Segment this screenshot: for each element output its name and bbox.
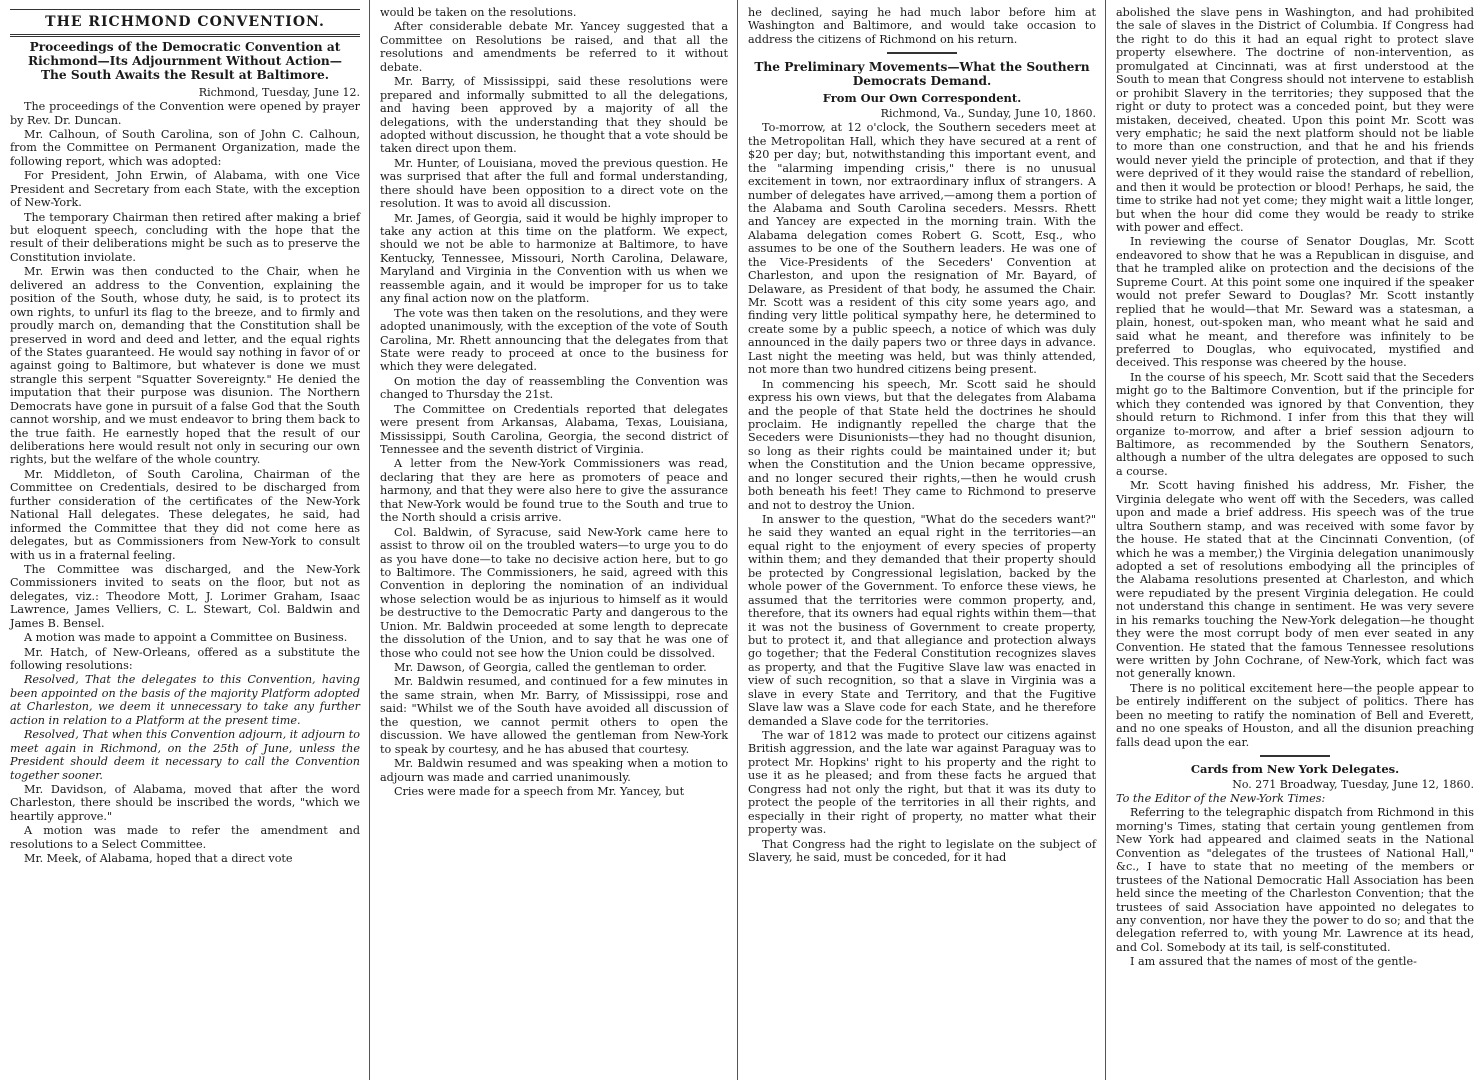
paragraph: On motion the day of reassembling the Convention was changed to Thursday the 21st.	[380, 374, 728, 402]
main-headline: THE RICHMOND CONVENTION.	[45, 14, 325, 30]
paragraph: Mr. Baldwin resumed and was speaking when a motion to adjourn was made and carried unanimously.	[380, 757, 728, 784]
paragraph: In commencing his speech, Mr. Scott said he should express his own views, but that the delegates from Alabama and the people of that State held the doctrines he should proclaim. He indignantly repelled the charge that the Seceders were Disunionists—they had no thought disunion, so long as their rights could be maintained under it; but when the Constitution and the Union became oppressive, and no longer secured their rights,—then he would crush both beneath his feet! They came to Richmond to preserve and not to destroy the Union.	[748, 377, 1096, 512]
paragraph: Mr. Calhoun, of South Carolina, son of John C. Calhoun, from the Committee on Permanent Organization, made the following report, which was adopted:	[10, 127, 360, 168]
paragraph: Mr. Hunter, of Louisiana, moved the previous question. He was surprised that after the full and formal understanding, there should have been opposition to a direct vote on the resolution. It was to avoid all discussion.	[380, 156, 728, 211]
section-headline: Cards from New York Delegates.	[1190, 762, 1400, 777]
paragraph: To-morrow, at 12 o'clock, the Southern seceders meet at the Metropolitan Hall, which they have secured at a rent of $20 per day; but, notwithstanding this important event, and the "alarming impending crisis," there is no unusual excitement in town, nor extraordinary influx of strangers. A number of delegates have arrived,—among them a portion of the Alabama and South Carolina seceders. Messrs. Rhett and Yancey are expected in the morning train. With the Alabama delegation comes Robert G. Scott, Esq., who assumes to be one of the Southern leaders. He was one of the Vice-Presidents of the Seceders' Convention at Charleston, and upon the resignation of Mr. Bayard, of Delaware, as President of that body, he assumed the Chair. Mr. Scott was a resident of this city some years ago, and finding very little political sympathy here, he determined to create some by a public speech, a notice of which was duly announced in the daily papers two or three days in advance. Last night the meeting was held, but was thinly attended, not more than two hundred citizens being present.	[748, 121, 1096, 377]
paragraph: abolished the slave pens in Washington, and had prohibited the sale of slaves in the District of Columbia. If Congress had the right to do this it had an equal right to protect slave property elsewhere. The doctrine of non-intervention, as promulgated at Cincinnati, was at first understood at the South to mean that Congress should not intervene to establish or prohibit Slavery in the territories; they supposed that the right or duty to protect was a conceded point, but they were mistaken, deceived, cheated. Upon this point Mr. Scott was very emphatic; he said the next platform should not be liable to more than one construction, and that he and his friends would never yield the principle of protection, and that if they were deprived of it they would raise the standard of rebellion, and then it would be protection or blood! Perhaps, he said, the time to strike had not yet come; they might wait a little longer, but when the hour did come they would be ready to strike with power and effect.	[1116, 6, 1474, 234]
paragraph: Mr. Middleton, of South Carolina, Chairman of the Committee on Credentials, desired to be discharged from further consideration of the certificates of the New-York National Hall delegates. These delegates, he said, had informed the Committee that they did not come here as delegates, but as Commissioners from New-York to consult with us in a fraternal feeling.	[10, 467, 360, 562]
column-2	[370, 0, 738, 1080]
resolution: Resolved, That when this Convention adjourn, it adjourn to meet again in Richmond, on the 25th of June, unless the President should deem it necessary to call the Convention together sooner.	[10, 728, 360, 782]
paragraph: A motion was made to refer the amendment and resolutions to a Select Committee.	[10, 824, 360, 851]
section-subhead: From Our Own Correspondent.	[822, 91, 1022, 106]
paragraph: Mr. Meek, of Alabama, hoped that a direct vote	[24, 852, 293, 866]
column-4	[1106, 0, 1483, 1080]
column-3	[738, 0, 1106, 1080]
paragraph: The Committee was discharged, and the New-York Commissioners invited to seats on the floor, but not as delegates, viz.: Theodore Mott, J. Lorimer Graham, Isaac Lawrence, James Velliers, C. L. Stewart, Col. Baldwin and James B. Bensel.	[10, 562, 360, 630]
section-rule	[1260, 755, 1330, 757]
paragraph: Mr. Hatch, of New-Orleans, offered as a substitute the following resolutions:	[10, 645, 360, 673]
paragraph: Mr. Davidson, of Alabama, moved that after the word Charleston, there should be inscribed the words, "which we heartily approve."	[10, 782, 360, 823]
paragraph: would be taken on the resolutions.	[380, 6, 577, 19]
paragraph: The war of 1812 was made to protect our citizens against British aggression, and the late war against Paraguay was to protect Mr. Hopkins' right to his property and the right to use it as he pleased; and from these facts he argued that Congress had not only the right, but that it was its duty to protect the people of the territories in all their rights, and especially in their right of property, no matter what their property was.	[748, 729, 1096, 837]
paragraph: The Committee on Credentials reported that delegates were present from Arkansas, Alabama, Texas, Louisiana, Mississippi, South Carolina, Georgia, the second district of Tennessee and the seventh district of Virginia.	[380, 402, 728, 456]
paragraph: Mr. Erwin was then conducted to the Chair, when he delivered an address to the Convention, explaining the position of the South, whose duty, he said, is to protect its own rights, to unfurl its flag to the breeze, and to firmly and proudly march on, demanding that the Constitution shall be preserved in word and deed and letter, and the equal rights of the States guaranteed. He would say nothing in favor of or against going to Baltimore, but whatever is done we must strangle this serpent "Squatter Sovereignty." He denied the imputation that their purpose was disunion. The Northern Democrats have gone in pursuit of a false God that the South cannot worship, and we must endeavor to bring them back to the true faith. He earnestly hoped that the result of our deliberations here would result not only in securing our own rights, but the welfare of the whole country.	[10, 265, 360, 467]
paragraph: In answer to the question, "What do the seceders want?" he said they wanted an equal right in the territories—an equal right to the enjoyment of every species of property within them; and they demanded that their property should be protected by Congressional legislation, backed by the whole power of the Government. To enforce these views, he assumed that the territories were common property, and, therefore, that its owners had equal rights within them—that it was not the business of Government to create property, but to protect it, and that allegiance and protection always go together; that the Federal Constitution recognizes slaves as property, and that the Fugitive Slave law was enacted in view of such recognition, so that a slave in Virginia was a slave in every State and Territory, and that the Fugitive Slave law was a Slave code for each State, and he therefore demanded a Slave code for the territories.	[748, 513, 1096, 728]
paragraph: After considerable debate Mr. Yancey suggested that a Committee on Resolutions be raised, and that all the resolutions and amendments be referred to it without debate.	[380, 20, 728, 74]
main-deck: Proceedings of the Democratic Convention at Richmond—Its Adjournment Without Action—The South Awaits the Result at Baltimore.	[28, 39, 342, 82]
paragraph: The vote was then taken on the resolutions, and they were adopted unanimously, with the exception of the vote of South Carolina, Mr. Rhett announcing that the delegates from that State were ready to proceed at once to the business for which they were delegated.	[380, 306, 728, 374]
paragraph: Mr. James, of Georgia, said it would be highly improper to take any action at this time on the platform. We expect, should we not be able to harmonize at Baltimore, to have Kentucky, Tennessee, Missouri, North Carolina, Delaware, Maryland and Virginia in the Convention with us when we reassemble again, and it would be improper for us to take any final action now on the platform.	[380, 211, 728, 306]
paragraph: The temporary Chairman then retired after making a brief but eloquent speech, concluding with the hope that the result of their deliberations might be such as to preserve the Constitution inviolate.	[10, 210, 360, 264]
paragraph: Referring to the telegraphic dispatch from Richmond in this morning's Times, stating that certain young gentlemen from New York had appeared and claimed seats in the National Convention as "delegates of the trustees of National Hall," &c., I have to state that no meeting of the members or trustees of the National Democratic Hall Association has been held since the meeting of the Charleston Convention; that the trustees of said Association have appointed no delegates to any convention, nor have they the power to do so; and that the delegation referred to, with young Mr. Lawrence at its head, and Col. Somebody at its tail, is self-constituted.	[1116, 806, 1474, 954]
paragraph: That Congress had the right to legislate on the subject of Slavery, he said, must be conceded, for it had	[748, 837, 1096, 864]
column-1	[0, 0, 370, 1080]
paragraph: In reviewing the course of Senator Douglas, Mr. Scott endeavored to show that he was a Republican in disguise, and that he trampled alike on protection and the decisions of the Supreme Court. At this point some one inquired if the speaker would not prefer Seward to Douglas? Mr. Scott instantly replied that he would—that Mr. Seward was a statesman, a plain, honest, out-spoken man, who meant what he said and said what he meant, and therefore was infinitely to be preferred to Douglas, who equivocated, mystified and deceived. This response was cheered by the house.	[1116, 235, 1474, 370]
paragraph: Mr. Barry, of Mississippi, said these resolutions were prepared and informally submitted to all the delegations, and having been approved by a majority of all the delegations, with the understanding that they should be adopted without discussion, he thought that a vote should be taken direct upon them.	[380, 75, 728, 156]
top-rule	[10, 9, 360, 10]
paragraph: In the course of his speech, Mr. Scott said that the Seceders might go to the Baltimore Convention, but if the principle for which they contended was ignored by that Convention, they should return to Richmond. I infer from this that they will organize to-morrow, and after a brief session adjourn to Baltimore, as recommended by the Southern Senators, although a number of the ultra delegates are opposed to such a course.	[1116, 370, 1474, 478]
paragraph: Cries were made for a speech from Mr. Yancey, but	[394, 784, 685, 798]
headline-rule	[10, 34, 360, 37]
paragraph: Mr. Scott having finished his address, Mr. Fisher, the Virginia delegate who went off with the Seceders, was called upon and made a brief address. His speech was of the true ultra Southern stamp, and was received with some favor by the house. He stated that at the Cincinnati Convention, (of which he was a member,) the Virginia delegation unanimously adopted a set of resolutions embodying all the principles of the Alabama resolutions presented at Charleston, and which were repudiated by the present Virginia delegation. He could not understand this change in sentiment. He was very severe in his remarks touching the New-York delegation—he thought they were the most corrupt body of men ever seated in any Convention. He stated that the famous Tennessee resolutions were written by John Cochrane, of New-York, which fact was not generally known.	[1116, 479, 1474, 681]
paragraph: Mr. Dawson, of Georgia, called the gentleman to order.	[394, 661, 707, 674]
paragraph: For President, John Erwin, of Alabama, with one Vice President and Secretary from each State, with the exception of New-York.	[10, 169, 360, 210]
paragraph: A letter from the New-York Commissioners was read, declaring that they are here as promoters of peace and harmony, and that they were also here to give the assurance that New-York would be found true to the South and true to the North should a crisis arrive.	[380, 457, 728, 525]
dateline: Richmond, Tuesday, June 12.	[198, 85, 360, 99]
section-headline: The Preliminary Movements—What the Southern Democrats Demand.	[754, 60, 1090, 89]
salutation: To the Editor of the New-York Times:	[1116, 792, 1326, 806]
dateline: No. 271 Broadway, Tuesday, June 12, 1860.	[1232, 777, 1474, 791]
paragraph: The proceedings of the Convention were opened by prayer by Rev. Dr. Duncan.	[10, 100, 360, 127]
dateline: Richmond, Va., Sunday, June 10, 1860.	[880, 107, 1096, 121]
section-rule	[887, 52, 957, 54]
paragraph: A motion was made to appoint a Committee on Business.	[24, 631, 348, 645]
resolution: Resolved, That the delegates to this Convention, having been appointed on the basis of the majority Platform adopted at Charleston, we deem it unnecessary to take any further action in relation to a Platform at the present time.	[10, 673, 360, 727]
paragraph: There is no political excitement here—the people appear to be entirely indifferent on the subject of politics. There has been no meeting to ratify the nomination of Bell and Everett, and no one speaks of Houston, and all the disunion preaching falls dead upon the ear.	[1116, 681, 1474, 749]
paragraph: he declined, saying he had much labor before him at Washington and Baltimore, and would take occasion to address the citizens of Richmond on his return.	[748, 6, 1096, 46]
paragraph: Col. Baldwin, of Syracuse, said New-York came here to assist to throw oil on the troubled waters—to urge you to do as you have done—to take no decisive action here, but to go to Baltimore. The Commissioners, he said, agreed with this Convention in deploring the nomination of an individual whose selection would be as injurious to himself as it would be destructive to the Democratic Party and dangerous to the Union. Mr. Baldwin proceeded at some length to deprecate the dissolution of the Union, and to say that he was one of those who could not see how the Union could be dissolved.	[380, 525, 728, 660]
paragraph: I am assured that the names of most of the gentle-	[1130, 955, 1417, 969]
paragraph: Mr. Baldwin resumed, and continued for a few minutes in the same strain, when Mr. Barry, of Mississippi, rose and said: "Whilst we of the South have avoided all discussion of the question, we cannot permit others to open the discussion. We have allowed the gentleman from New-York to speak by courtesy, and he has abused that courtesy.	[380, 675, 728, 756]
